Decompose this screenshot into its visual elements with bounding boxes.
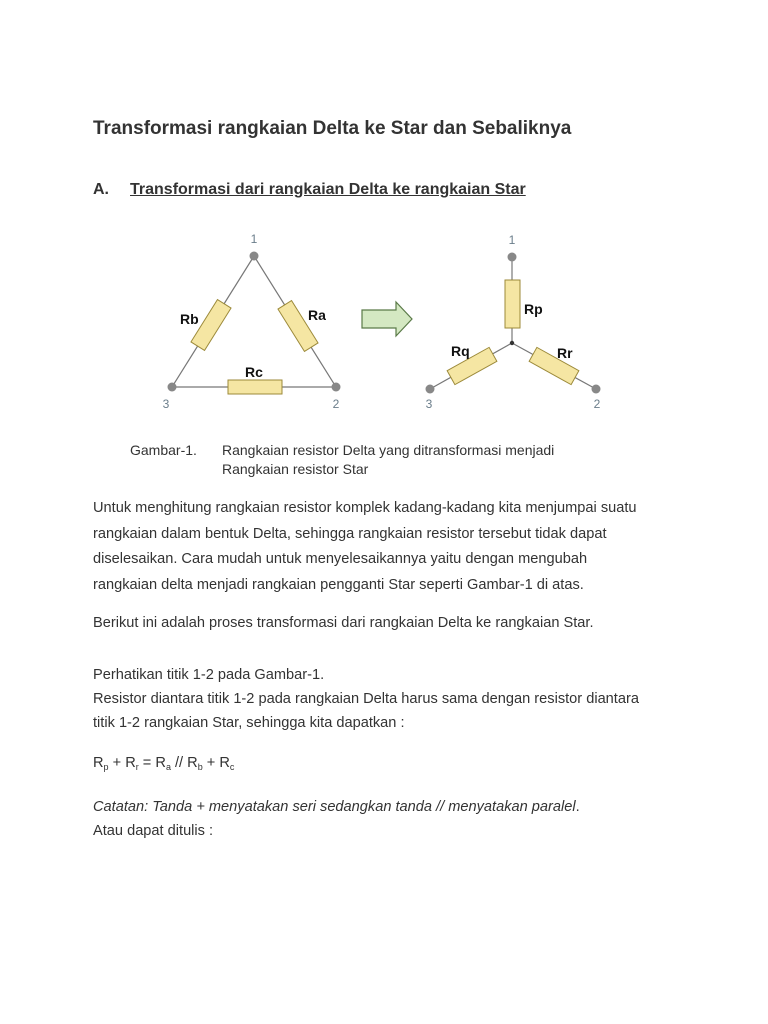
paragraph-line: rangkaian delta menjadi rangkaian pengganti Star seperti Gambar-1 di atas. <box>93 576 584 593</box>
delta-label-rb: Rb <box>180 311 199 327</box>
section-title: Transformasi dari rangkaian Delta ke rangkaian Star <box>130 181 526 198</box>
formula-sub-b: b <box>197 762 203 772</box>
paragraph-line: titik 1-2 rangkaian Star, sehingga kita dapatkan : <box>93 715 405 731</box>
caption-label: Gambar-1. <box>130 442 197 458</box>
star-node-label-2: 2 <box>593 397 601 411</box>
paragraph-line: Perhatikan titik 1-2 pada Gambar-1. <box>93 667 325 683</box>
star-label-rp: Rp <box>524 301 543 317</box>
formula-op-eq: = <box>138 755 156 771</box>
star-node-1 <box>508 253 517 262</box>
paragraph-line: Resistor diantara titik 1-2 pada rangkaian Delta harus sama dengan resistor diantara <box>93 691 639 707</box>
star-label-rr: Rr <box>557 345 573 361</box>
caption-text-1: Rangkaian resistor Delta yang ditransformasi menjadi <box>222 442 555 458</box>
formula-sub-r: r <box>135 762 139 772</box>
paragraph-line: rangkaian dalam bentuk Delta, sehingga rangkaian resistor tersebut tidak dapat <box>93 525 607 542</box>
delta-circuit <box>163 232 341 411</box>
paragraph-line: diselesaikan. Cara mudah untuk menyelesaikannya yaitu dengan mengubah <box>93 551 588 568</box>
formula-sub-a: a <box>165 762 171 772</box>
formula-r: R <box>219 755 230 771</box>
delta-node-label-2: 2 <box>332 397 340 411</box>
note-text: Catatan: Tanda + menyatakan seri sedangkan tanda // menyatakan paralel <box>93 799 576 815</box>
star-node-2 <box>592 385 601 394</box>
note-continuation: Atau dapat ditulis : <box>93 823 214 839</box>
section-heading <box>93 181 526 199</box>
star-circuit <box>426 233 601 411</box>
resistor-rc <box>228 380 282 394</box>
caption-line-2: Rangkaian resistor Star <box>222 461 369 477</box>
resistor-rp <box>505 280 520 328</box>
delta-node-3 <box>168 383 177 392</box>
delta-label-rc: Rc <box>245 364 263 380</box>
paragraph-points <box>93 663 639 735</box>
formula-sub-c: c <box>229 762 235 772</box>
note-block <box>93 795 580 843</box>
delta-node-label-1: 1 <box>250 232 258 246</box>
formula-r: R <box>155 755 166 771</box>
paragraph-intro <box>93 496 637 598</box>
delta-node-label-3: 3 <box>162 397 170 411</box>
figure-caption <box>130 441 554 479</box>
formula-equation <box>93 755 234 772</box>
transform-arrow-icon <box>362 302 412 336</box>
delta-star-figure <box>150 226 620 416</box>
star-center-junction <box>510 341 514 345</box>
delta-node-1 <box>250 252 259 261</box>
formula-r: R <box>93 755 104 771</box>
formula-r: R <box>187 755 198 771</box>
delta-label-ra: Ra <box>308 307 326 323</box>
delta-node-2 <box>332 383 341 392</box>
formula-op-par: // <box>170 755 188 771</box>
star-node-label-3: 3 <box>425 397 433 411</box>
formula-sub-p: p <box>103 762 109 772</box>
formula-op-plus: + <box>202 755 220 771</box>
paragraph-line: Untuk menghitung rangkaian resistor komplek kadang-kadang kita menjumpai suatu <box>93 500 637 516</box>
formula-r: R <box>125 755 136 771</box>
document-title: Transformasi rangkaian Delta ke Star dan Sebaliknya <box>93 118 572 139</box>
note-line <box>93 795 580 819</box>
formula-op-plus: + <box>108 755 126 771</box>
star-node-3 <box>426 385 435 394</box>
star-node-label-1: 1 <box>508 233 516 247</box>
star-label-rq: Rq <box>451 343 470 359</box>
section-label: A. <box>93 181 109 198</box>
caption-line-1 <box>130 441 554 460</box>
paragraph-process: Berikut ini adalah proses transformasi dari rangkaian Delta ke rangkaian Star. <box>93 615 594 631</box>
note-end: . <box>575 799 580 815</box>
